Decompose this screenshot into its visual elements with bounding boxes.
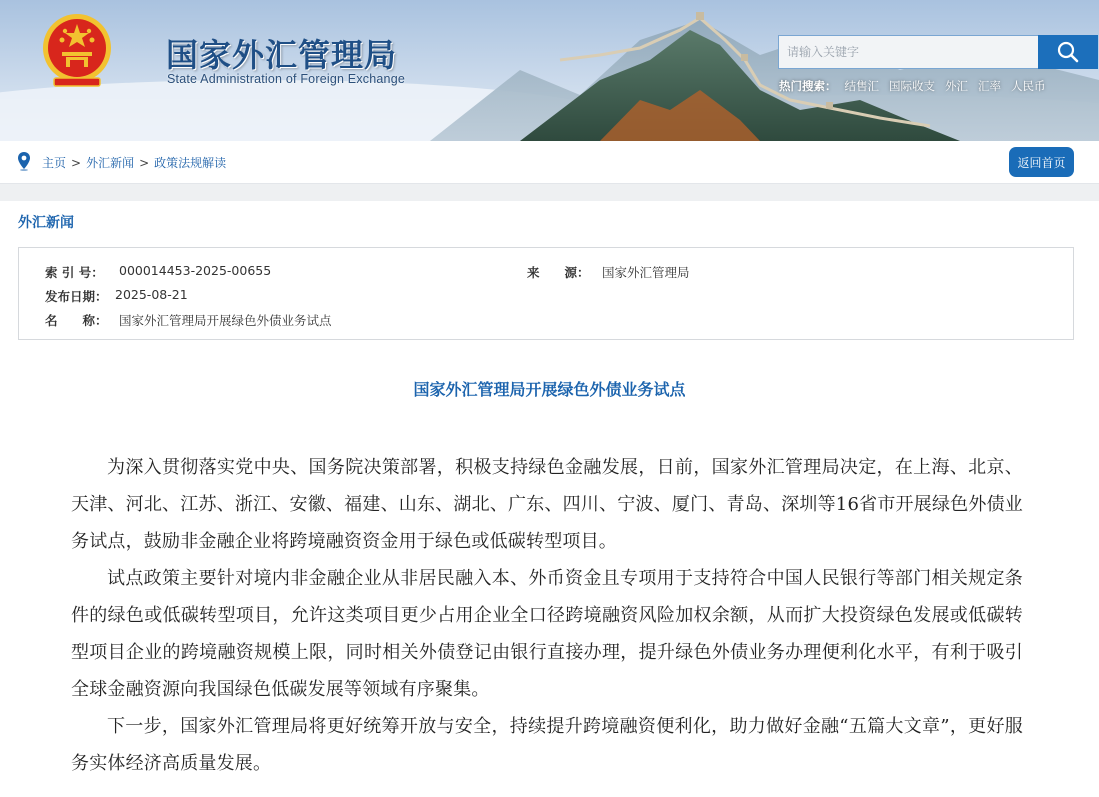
- search-input[interactable]: [779, 36, 1038, 68]
- search-box: [778, 35, 1097, 69]
- breadcrumb-forex-news[interactable]: 外汇新闻: [86, 156, 135, 170]
- hot-search-link-renminbi[interactable]: 人民币: [1011, 79, 1046, 93]
- search-icon: [1057, 41, 1079, 63]
- meta-index-value: 000014453-2025-00655: [119, 263, 272, 278]
- article-body: [71, 449, 1023, 782]
- breadcrumb-separator: >: [139, 155, 150, 170]
- meta-date-value: 2025-08-21: [115, 287, 188, 302]
- hot-search-link-guojishouzhi[interactable]: 国际收支: [889, 79, 935, 93]
- article-paragraph: 为深入贯彻落实党中央、国务院决策部署，积极支持绿色金融发展，日前，国家外汇管理局决定，在上海、北京、天津、河北、江苏、浙江、安徽、福建、山东、湖北、广东、四川、宁波、厦门、青岛、深圳等16省市开展绿色外债业务试点，鼓励非金融企业将跨境融资资金用于绿色或低碳转型项目。: [71, 457, 1023, 552]
- hot-search-link-jieshouhui[interactable]: 结售汇: [844, 79, 879, 93]
- meta-name-label: 名 称：: [45, 313, 108, 328]
- site-title: 国家外汇管理局: [166, 36, 398, 74]
- return-home-button[interactable]: 返回首页: [1009, 147, 1074, 177]
- breadcrumb-separator: >: [71, 155, 82, 170]
- article-paragraph: 试点政策主要针对境内非金融企业从非居民融入本、外币资金且专项用于支持符合中国人民银行等部门相关规定条件的绿色或低碳转型项目，允许这类项目更少占用企业全口径跨境融资风险加权余额，从而扩大投资绿色发展或低碳转型项目企业的跨境融资规模上限，同时相关外债登记由银行直接办理，提升绿色外债业务办理便利化水平，有利于吸引全球金融资源向我国绿色低碳发展等领域有序聚集。: [71, 568, 1023, 700]
- breadcrumb: [42, 154, 226, 171]
- national-emblem-icon: [40, 12, 114, 92]
- hot-search-link-waihui[interactable]: 外汇: [945, 79, 968, 93]
- site-subtitle: State Administration of Foreign Exchange: [167, 72, 405, 86]
- article-title: 国家外汇管理局开展绿色外债业务试点: [413, 380, 686, 399]
- hot-search-link-huilv[interactable]: 汇率: [978, 79, 1001, 93]
- site-header: [0, 0, 1099, 141]
- breadcrumb-home[interactable]: 主页: [42, 156, 67, 170]
- meta-date-label: 发布日期：: [45, 289, 108, 304]
- breadcrumb-bar: [0, 141, 1099, 184]
- meta-index-label: 索 引 号：: [45, 265, 104, 280]
- search-button[interactable]: [1038, 35, 1098, 69]
- meta-name-value: 国家外汇管理局开展绿色外债业务试点: [119, 313, 332, 328]
- section-title: 外汇新闻: [18, 215, 74, 231]
- hot-search-bar: [779, 78, 1056, 94]
- article-paragraph: 下一步，国家外汇管理局将更好统筹开放与安全，持续提升跨境融资便利化，助力做好金融“五篇大文章”，更好服务实体经济高质量发展。: [71, 716, 1023, 774]
- breadcrumb-policy-interpretation[interactable]: 政策法规解读: [154, 156, 227, 170]
- great-wall-banner-image: [0, 0, 1099, 141]
- meta-source-value: 国家外汇管理局: [602, 265, 690, 280]
- hot-search-label: 热门搜索：: [779, 79, 837, 93]
- location-pin-icon: [17, 151, 31, 171]
- divider-strip: [0, 184, 1099, 201]
- document-meta-box: [18, 247, 1074, 340]
- meta-source-label: 来 源：: [527, 265, 590, 280]
